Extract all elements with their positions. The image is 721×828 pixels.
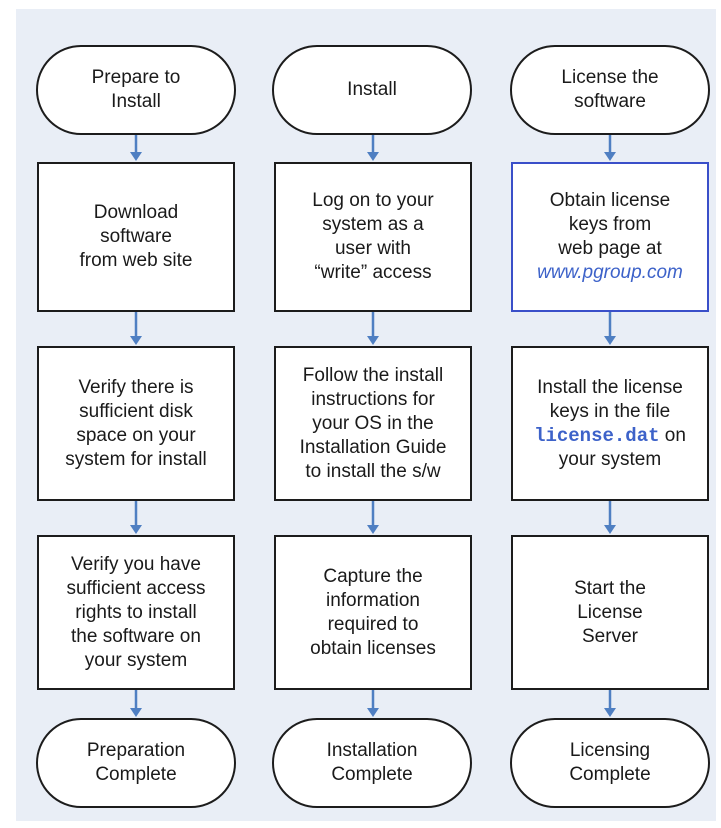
obtain-license-keys-step bbox=[511, 162, 709, 312]
node-label: License the software bbox=[561, 67, 659, 112]
download-software-step bbox=[37, 162, 235, 312]
pgroup-website-link[interactable]: www.pgroup.com bbox=[537, 262, 683, 283]
install-terminal bbox=[272, 45, 472, 135]
arrow-col1-3 bbox=[130, 501, 142, 534]
node-label: Verify there is sufficient disk space on your system for install bbox=[65, 376, 207, 470]
node-label bbox=[531, 189, 689, 285]
verify-disk-space-step bbox=[37, 346, 235, 501]
arrow-col1-2 bbox=[130, 312, 142, 345]
arrow-col2-3 bbox=[367, 501, 379, 534]
license-file-name: license.dat bbox=[534, 424, 660, 447]
node-label: Download software from web site bbox=[79, 202, 193, 271]
node-label: Start the License Server bbox=[574, 577, 646, 647]
node-label: Preparation Complete bbox=[86, 740, 186, 785]
licensing-complete-terminal bbox=[510, 718, 710, 808]
start-license-server-step bbox=[511, 535, 709, 690]
arrow-col3-4 bbox=[604, 690, 616, 717]
node-label: Log on to your system as a user with “write” access bbox=[312, 190, 434, 283]
node-label: Capture the information required to obtain licenses bbox=[310, 565, 436, 659]
arrow-col2-2 bbox=[367, 312, 379, 345]
license-software-terminal bbox=[510, 45, 710, 135]
capture-information-step bbox=[274, 535, 472, 690]
installation-complete-terminal bbox=[272, 718, 472, 808]
node-label: Licensing Complete bbox=[569, 740, 651, 785]
prepare-to-install-terminal bbox=[36, 45, 236, 135]
install-keys-text-before: Install the license keys in the file bbox=[537, 376, 683, 422]
install-license-keys-step bbox=[511, 346, 709, 501]
arrow-col2-1 bbox=[367, 135, 379, 161]
verify-access-rights-step bbox=[37, 535, 235, 690]
install-keys-text-after: on your system bbox=[558, 424, 686, 470]
arrow-col3-2 bbox=[604, 312, 616, 345]
follow-install-instructions-step bbox=[274, 346, 472, 501]
node-label: Follow the install instructions for your OS in the Installation Guide to install the s/w bbox=[299, 364, 447, 482]
arrow-col3-3 bbox=[604, 501, 616, 534]
node-label: Install bbox=[347, 79, 397, 100]
preparation-complete-terminal bbox=[36, 718, 236, 808]
arrow-col1-1 bbox=[130, 135, 142, 161]
log-on-step bbox=[274, 162, 472, 312]
arrow-col1-4 bbox=[130, 690, 142, 717]
arrow-col2-4 bbox=[367, 690, 379, 717]
node-label: Installation Complete bbox=[326, 740, 418, 785]
node-label: Verify you have sufficient access rights to install the software on your system bbox=[66, 553, 206, 671]
node-label: Prepare to Install bbox=[91, 67, 181, 112]
node-label bbox=[528, 376, 692, 472]
obtain-keys-text: Obtain license keys from web page at bbox=[549, 190, 671, 259]
arrow-col3-1 bbox=[604, 135, 616, 161]
